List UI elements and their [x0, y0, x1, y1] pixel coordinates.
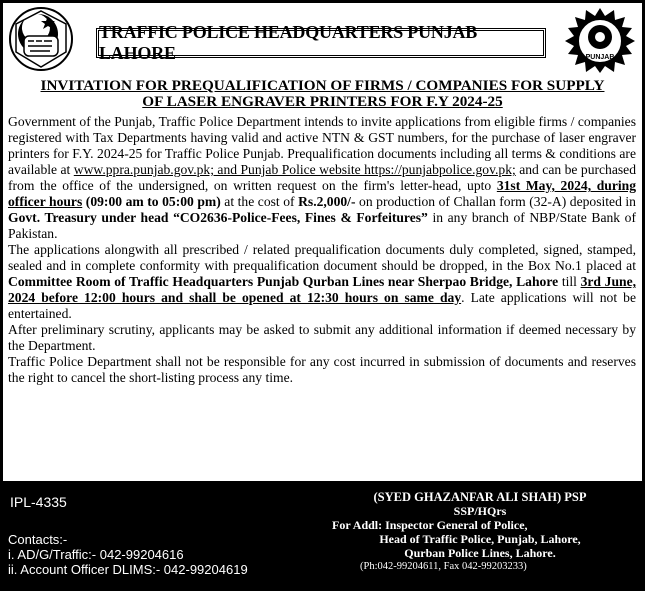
notice-subtitle — [10, 78, 635, 110]
page-title: TRAFFIC POLICE HEADQUARTERS PUNJAB LAHORE — [96, 28, 546, 58]
notice-body — [8, 114, 636, 386]
badge-label: PUNJAB — [585, 54, 615, 61]
office-line-2: Qurban Police Lines, Lahore. — [404, 546, 556, 560]
p1-text-e: in any branch of NBP/State Bank of Pakistan. — [8, 210, 636, 241]
submission-place: Committee Room of Traffic Headquarters Punjab Qurban Lines near Sherpao Bridge, Lahore — [8, 274, 559, 289]
contacts-label: Contacts:- — [8, 532, 68, 547]
p1-text-d: on production of Challan form (32-A) deposited in — [355, 194, 636, 209]
submission-deadline: 3rd June, 2024 before 12:00 hours and shall be opened at 12:30 hours on same day — [8, 274, 636, 305]
signature-block — [320, 490, 640, 574]
for-line: For Addl: Inspector General of Police, — [332, 518, 528, 532]
contact-account-officer: ii. Account Officer DLIMS:- 042-99204619 — [8, 562, 248, 577]
document-cost: Rs.2,000/- — [298, 194, 356, 209]
paragraph-2 — [8, 242, 636, 322]
traffic-police-badge-icon — [562, 6, 638, 74]
signatory-name: (SYED GHAZANFAR ALI SHAH) PSP — [373, 490, 587, 504]
p2-text-b: till — [558, 274, 581, 289]
p1-text-b: and can be purchased from the office of the undersigned, on written request on the firm's letter-head, upto — [8, 162, 637, 193]
website-links: www.ppra.punjab.gov.pk; and Punjab Police website https://punjabpolice.gov.pk; — [73, 162, 516, 177]
footer-panel — [0, 484, 645, 591]
p2-text-a: The applications alongwith all prescribed / related prequalification documents duly completed, signed, stamped, sealed and in complete conformity with prequalification document should be dropped, in the Box No.1 placed at — [8, 242, 636, 273]
paragraph-1 — [8, 114, 636, 242]
contact-ad-traffic: i. AD/G/Traffic:- 042-99204616 — [8, 547, 184, 562]
ipl-number: IPL-4335 — [10, 494, 67, 510]
treasury-head: Govt. Treasury under head “CO2636-Police-Fees, Fines & Forfeitures” — [8, 210, 428, 225]
subtitle-line-2: OF LASER ENGRAVER PRINTERS FOR F.Y 2024-25 — [142, 93, 503, 110]
office-hours: (09:00 am to 05:00 pm) — [82, 194, 221, 209]
punjab-police-emblem-icon — [8, 6, 74, 72]
collection-deadline: 31st May, 2024, during officer hours — [8, 178, 636, 209]
signatory-designation: SSP/HQrs — [453, 504, 507, 518]
paragraph-3: After preliminary scrutiny, applicants may be asked to submit any additional information if deemed necessary by the Department. — [8, 322, 636, 353]
contacts-block — [8, 532, 248, 577]
phone-fax: (Ph:042-99204611, Fax 042-99203233) — [360, 561, 527, 572]
subtitle-line-1: INVITATION FOR PREQUALIFICATION OF FIRMS / COMPANIES FOR SUPPLY — [40, 77, 605, 94]
office-line-1: Head of Traffic Police, Punjab, Lahore, — [379, 532, 581, 546]
p2-text-c: . Late applications will not be entertained. — [8, 290, 636, 321]
paragraph-4: Traffic Police Department shall not be responsible for any cost incurred in submission of documents and reserves the right to cancel the short-listing process any time. — [8, 354, 636, 385]
p1-text-c: at the cost of — [220, 194, 299, 209]
p1-text-a: Government of the Punjab, Traffic Police Department intends to invite applications from eligible firms / companies registered with Tax Departments having valid and active NTN & GST numbers, for the purchase of laser engraver printers for F.Y. 2024-25 for Traffic Police Punjab. Prequalification documents including all terms & conditions are available at — [8, 114, 636, 177]
